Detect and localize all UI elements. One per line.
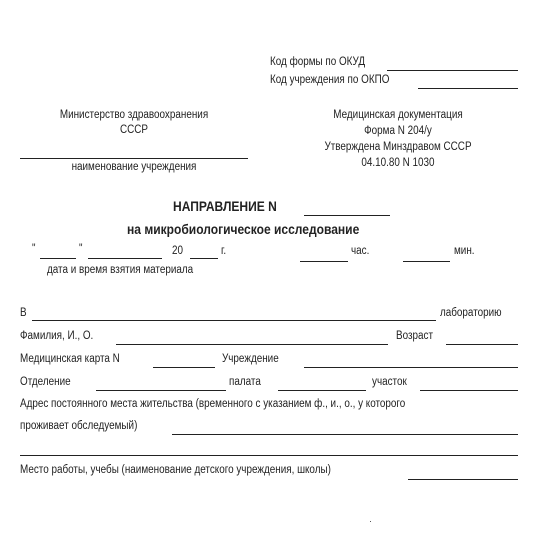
doc-line1: Медицинская документация bbox=[333, 109, 463, 121]
form-subtitle: на микробиологическое исследование bbox=[127, 221, 360, 237]
work-label: Место работы, учебы (наименование детского учреждения, школы) bbox=[20, 464, 331, 476]
name-label: Фамилия, И., О. bbox=[20, 330, 94, 342]
district-label: участок bbox=[372, 376, 407, 388]
laboratory-field-line[interactable] bbox=[32, 320, 436, 321]
date-quote-close: " bbox=[79, 243, 83, 255]
to-prefix: В bbox=[20, 307, 27, 319]
form-number-line[interactable] bbox=[304, 215, 390, 216]
okud-label: Код формы по ОКУД bbox=[270, 56, 366, 68]
year-prefix: 20 bbox=[172, 245, 184, 257]
address-label-line2: проживает обследуемый) bbox=[20, 420, 138, 432]
institution-field-line[interactable] bbox=[304, 367, 518, 368]
form-title: НАПРАВЛЕНИЕ N bbox=[173, 198, 277, 214]
doc-line3: Утверждена Минздравом СССР bbox=[324, 141, 472, 153]
minutes-label: мин. bbox=[454, 245, 475, 257]
ward-label: палата bbox=[229, 376, 261, 388]
okud-field-line[interactable] bbox=[387, 70, 518, 71]
age-label: Возраст bbox=[396, 330, 434, 342]
district-field-line[interactable] bbox=[420, 390, 518, 391]
address-field-line1[interactable] bbox=[172, 434, 518, 435]
month-field-line[interactable] bbox=[88, 258, 162, 259]
department-label: Отделение bbox=[20, 376, 71, 388]
date-quote-open: " bbox=[32, 243, 36, 255]
minutes-field-line[interactable] bbox=[403, 261, 450, 262]
med-card-field-line[interactable] bbox=[153, 367, 215, 368]
institution-caption: наименование учреждения bbox=[71, 161, 197, 173]
work-field-line[interactable] bbox=[408, 479, 518, 480]
okpo-field-line[interactable] bbox=[418, 88, 518, 89]
address-label-line1: Адрес постоянного места жительства (временного с указанием ф., и., о., у которого bbox=[20, 398, 406, 410]
name-field-line[interactable] bbox=[116, 344, 388, 345]
year-field-line[interactable] bbox=[190, 258, 218, 259]
year-suffix: г. bbox=[221, 245, 227, 257]
doc-line4: 04.10.80 N 1030 bbox=[361, 157, 435, 169]
to-suffix: лабораторию bbox=[440, 307, 502, 319]
institution-label: Учреждение bbox=[222, 353, 279, 365]
med-card-label: Медицинская карта N bbox=[20, 353, 120, 365]
ministry-line2: СССР bbox=[119, 124, 149, 136]
doc-line2: Форма N 204/у bbox=[364, 125, 432, 137]
date-caption: дата и время взятия материала bbox=[47, 264, 194, 276]
ministry-line1: Министерство здравоохранения bbox=[59, 109, 209, 121]
ward-field-line[interactable] bbox=[278, 390, 366, 391]
age-field-line[interactable] bbox=[446, 344, 518, 345]
scan-speck bbox=[370, 521, 371, 522]
hours-field-line[interactable] bbox=[300, 261, 348, 262]
day-field-line[interactable] bbox=[40, 258, 76, 259]
department-field-line[interactable] bbox=[96, 390, 226, 391]
hours-label: час. bbox=[351, 245, 370, 257]
okpo-label: Код учреждения по ОКПО bbox=[270, 74, 390, 86]
address-field-line2[interactable] bbox=[20, 455, 518, 456]
institution-name-line[interactable] bbox=[20, 158, 248, 159]
